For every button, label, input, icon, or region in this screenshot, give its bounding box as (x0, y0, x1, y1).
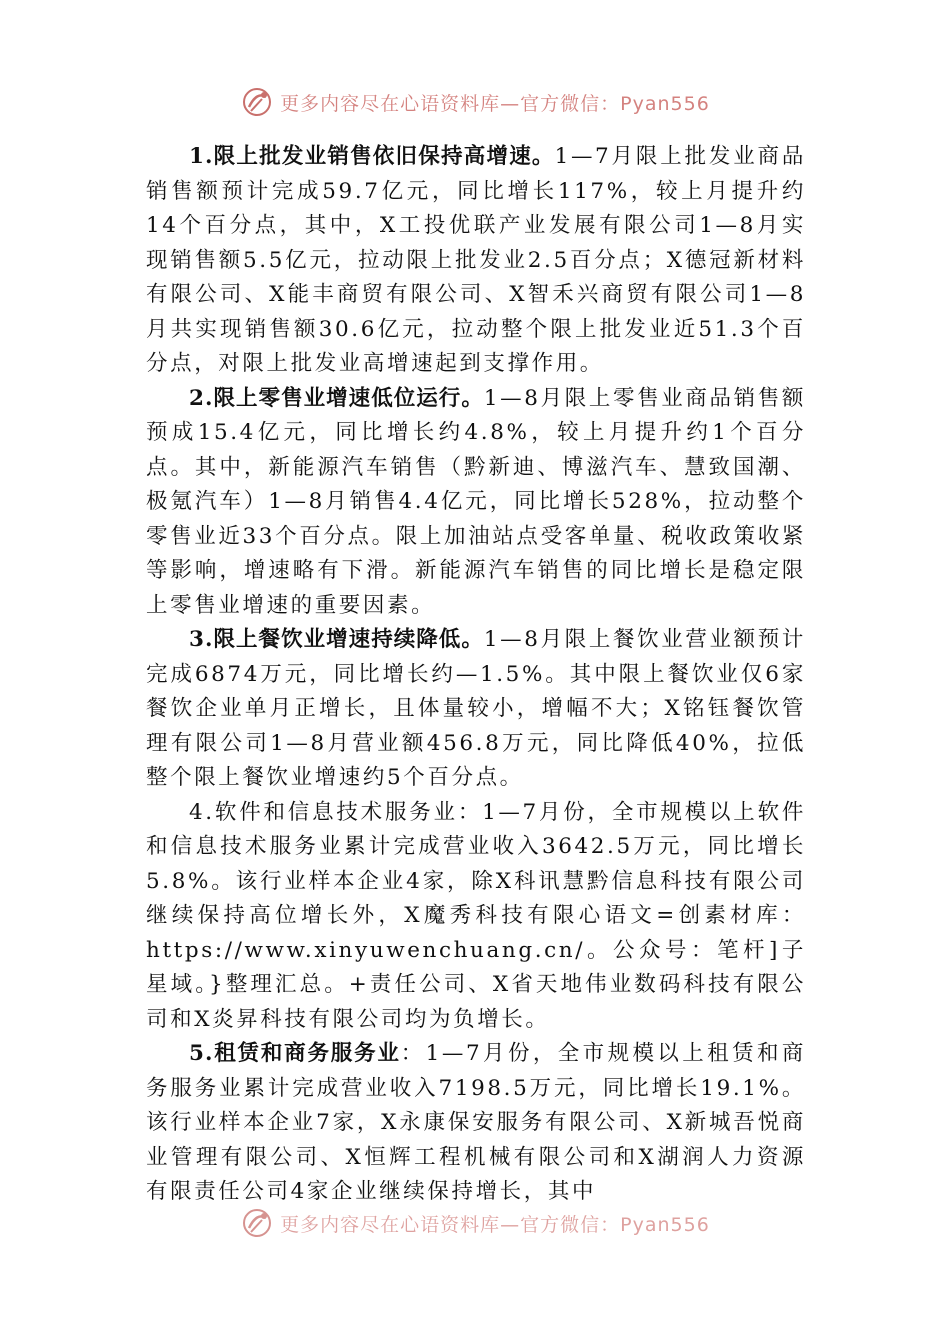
paragraph-catering (146, 623, 806, 796)
paragraph-retail (146, 382, 806, 624)
paragraph-heading: 2.限上零售业增速低位运行。 (189, 385, 484, 411)
paragraph-leasing (146, 1037, 806, 1210)
paragraph-software (146, 796, 806, 1038)
watermark-text: 更多内容尽在心语资料库—官方微信：Pyan556 (280, 1213, 710, 1236)
brand-logo-icon (240, 1206, 274, 1240)
paragraph-wholesale (146, 140, 806, 382)
paragraph-heading: 3.限上餐饮业增速持续降低。 (189, 627, 484, 652)
paragraph-text: ：1—7月份，全市规模以上租赁和商务服务业累计完成营业收入7198.5万元，同比增长19.1%。该行业样本企业7家，X永康保安服务有限公司、X新城吾悦商业管理有限公司、X恒辉工程机械有限公司和X湖润人力资源有限责任公司4家企业继续保持增长，其中 (146, 1041, 806, 1204)
watermark-footer (0, 1203, 950, 1243)
paragraph-heading: 1.限上批发业销售依旧保持高增速。 (189, 144, 555, 169)
paragraph-text: 1—8月限上零售业商品销售额预成15.4亿元，同比增长约4.8%，较上月提升约1个百分点。其中，新能源汽车销售（黔新迪、博滋汽车、慧致国潮、极氪汽车）1—8月销售4.4亿元，同比增长528%，拉动整个零售业近33个百分点。限上加油站点受客单量、税收政策收紧等影响，增速略有下滑。新能源汽车销售的同比增长是稳定限上零售业增速的重要因素。 (146, 385, 806, 618)
paragraph-text: 1—8月限上餐饮业营业额预计完成6874万元，同比增长约—1.5%。其中限上餐饮业仅6家餐饮企业单月正增长，且体量较小，增幅不大；X铭钰餐饮管理有限公司1—8月营业额456.8万元，同比降低40%，拉低整个限上餐饮业增速约5个百分点。 (146, 627, 806, 790)
document-body (146, 140, 806, 1210)
paragraph-heading: 5.租赁和商务服务业 (189, 1041, 401, 1066)
watermark-text: 更多内容尽在心语资料库—官方微信：Pyan556 (280, 92, 710, 115)
paragraph-text: 1—7月限上批发业商品销售额预计完成59.7亿元，同比增长117%，较上月提升约14个百分点，其中，X工投优联产业发展有限公司1—8月实现销售额5.5亿元，拉动限上批发业2.5百分点；X德冠新材料有限公司、X能丰商贸有限公司、X智禾兴商贸有限公司1—8月共实现销售额30.6亿元，拉动整个限上批发业近51.3个百分点，对限上批发业高增速起到支撑作用。 (146, 144, 806, 376)
paragraph-text: 4.软件和信息技术服务业：1—7月份，全市规模以上软件和信息技术服务业累计完成营业收入3642.5万元，同比增长5.8%。该行业样本企业4家，除X科讯慧黔信息科技有限公司继续保持高位增长外，X魔秀科技有限心语文=创素材库：https://www.xinyuwenchuang.cn/。公众号：笔杆]子星域。}整理汇总。+责任公司、X省天地伟业数码科技有限公司和X炎昇科技有限公司均为负增长。 (146, 799, 806, 1032)
